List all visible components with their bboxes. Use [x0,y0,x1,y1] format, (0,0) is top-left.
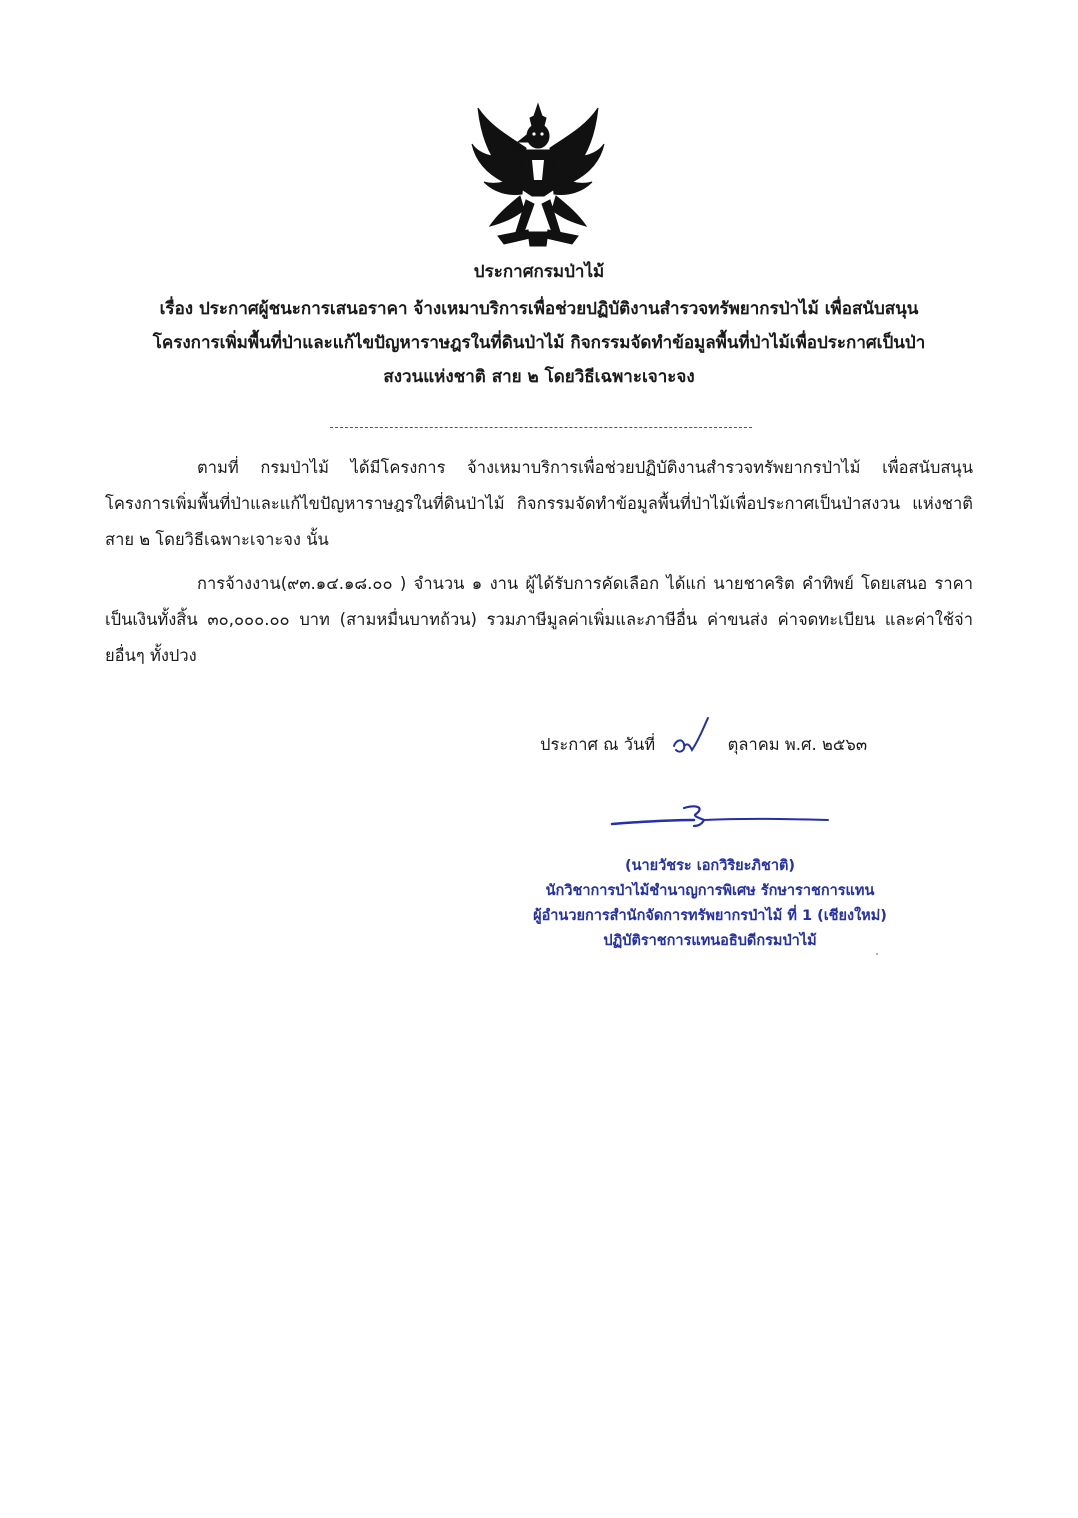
speck [876,953,878,955]
separator-line [330,427,752,428]
subject-line: เรื่อง ประกาศผู้ชนะการเสนอราคา จ้างเหมาบริการเพื่อช่วยปฏิบัติงานสำรวจทรัพยากรป่าไม้ เพื่อสนับสนุน [159,299,919,319]
body-paragraph-1 [105,450,973,558]
date-prefix: ประกาศ ณ วันที่ [540,734,656,754]
subject-line: โครงการเพิ่มพื้นที่ป่าและแก้ไขปัญหาราษฎรในที่ดินป่าไม้ กิจกรรมจัดทำข้อมูลพื้นที่ป่าไม้เพื่อประกาศเป็นป่า [152,333,926,353]
signatory-block [480,854,940,954]
signatory-name: (นายวัชระ เอกวิริยะภิชาติ) [624,858,796,874]
garuda-emblem-icon [468,96,608,256]
document-title: ประกาศกรมป่าไม้ [473,262,605,282]
subject-line: สงวนแห่งชาติ สาย ๒ โดยวิธีเฉพาะเจาะจง [383,367,695,387]
signature-icon [608,798,838,838]
paragraph-text: การจ้างงาน(๙๓.๑๔.๑๘.๐๐ ) จำนวน ๑ งาน ผู้ได้รับการคัดเลือก ได้แก่ นายชาคริต คำทิพย์ โดยเสนอ ราคา เป็นเงินทั้งสิ้น ๓๐,๐๐๐.๐๐ บาท (สามหมื่นบาทถ้วน) รวมภาษีมูลค่าเพิ่มและภาษีอื่น ค่าขนส่ง ค่าจดทะเบียน และค่าใช้จ่ายอื่นๆ ทั้งปวง [105,574,973,665]
date-month-year: ตุลาคม พ.ศ. ๒๕๖๓ [727,734,868,754]
signatory-position: นักวิชาการป่าไม้ชำนาญการพิเศษ รักษาราชการแทน [545,883,875,899]
announcement-date [540,730,867,760]
subject-block [90,292,988,394]
signatory-position: ผู้อำนวยการสำนักจัดการทรัพยากรป่าไม้ ที่ 1 (เชียงใหม่) [533,908,887,924]
body-paragraph-2 [105,566,973,674]
signatory-position: ปฏิบัติราชการแทนอธิบดีกรมป่าไม้ [603,933,817,949]
paragraph-text: ตามที่ กรมป่าไม้ ได้มีโครงการ จ้างเหมาบริการเพื่อช่วยปฏิบัติงานสำรวจทรัพยากรป่าไม้ เพื่อสนับสนุน โครงการเพิ่มพื้นที่ป่าและแก้ไขปัญหาราษฎรในที่ดินป่าไม้ กิจกรรมจัดทำข้อมูลพื้นที่ป่าไม้เพื่อประกาศเป็นป่าสงวน แห่งชาติ สาย ๒ โดยวิธีเฉพาะเจาะจง นั้น [105,458,973,549]
handwritten-day-mark-icon [660,716,722,760]
handwritten-day [660,730,722,760]
